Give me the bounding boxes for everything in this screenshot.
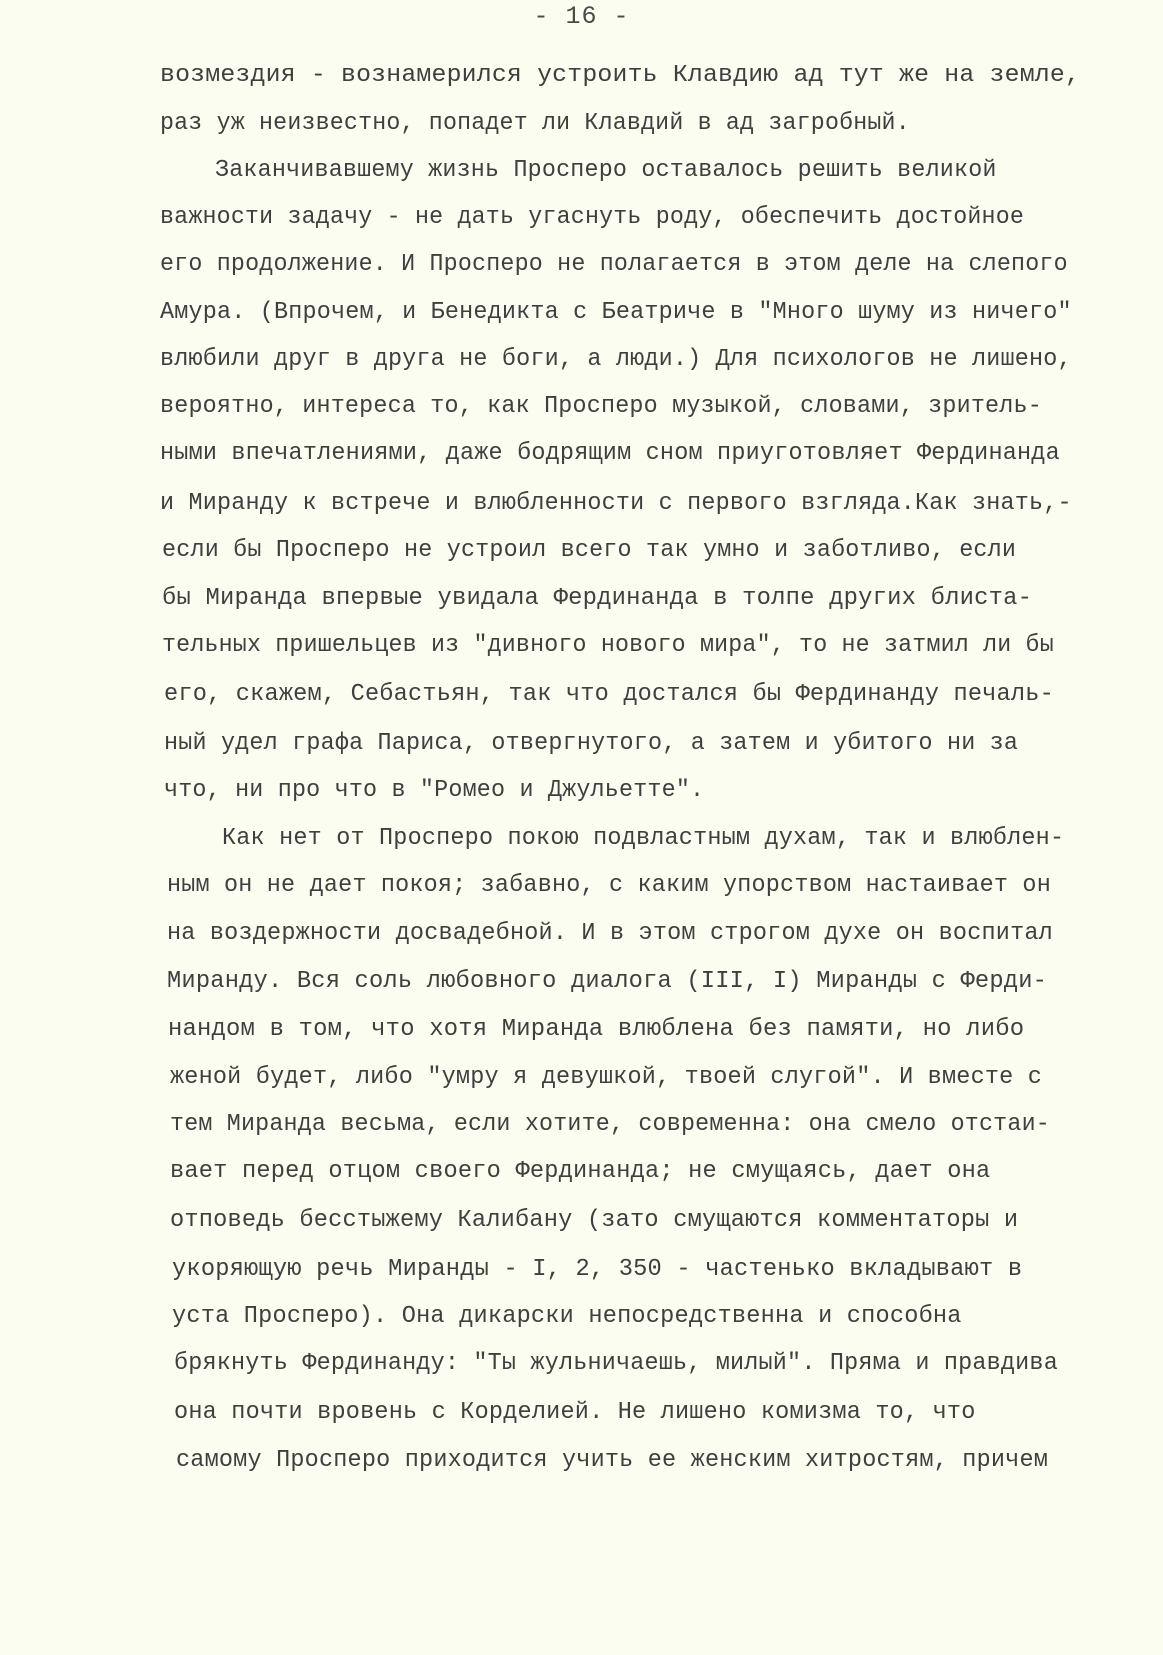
text-line: и Миранду к встрече и влюбленности с первого взгляда.Как знать,-: [160, 490, 1072, 517]
text-line: важности задачу - не дать угаснуть роду, обеспечить достойное: [160, 204, 1025, 231]
text-line: Амура. (Впрочем, и Бенедикта с Беатриче в "Много шуму из ничего": [160, 299, 1072, 326]
text-line: его продолжение. И Просперо не полагается в этом деле на слепого: [160, 251, 1068, 278]
text-line: бы Миранда впервые увидала Фердинанда в толпе других блиста-: [162, 585, 1033, 612]
text-line: Заканчивавшему жизнь Просперо оставалось решить великой: [215, 157, 997, 184]
text-line: раз уж неизвестно, попадет ли Клавдий в ад загробный.: [160, 110, 910, 137]
text-line: влюбили друг в друга не боги, а люди.) Для психологов не лишено,: [160, 346, 1072, 373]
text-line: тельных пришельцев из "дивного нового мира", то не затмил ли бы: [162, 632, 1054, 659]
text-line: вероятно, интереса то, как Просперо музыкой, словами, зритель-: [160, 393, 1042, 420]
text-line: женой будет, либо "умру я девушкой, твоей слугой". И вместе с: [170, 1064, 1043, 1091]
text-line: ным он не дает покоя; забавно, с каким упорством настаивает он: [167, 872, 1051, 899]
text-line: брякнуть Фердинанду: "Ты жульничаешь, милый". Пряма и правдива: [174, 1350, 1058, 1377]
text-line: она почти вровень с Корделией. Не лишено комизма то, что: [174, 1399, 976, 1426]
text-line: Миранду. Вся соль любовного диалога (III, I) Миранды с Ферди-: [167, 968, 1048, 995]
text-line: самому Просперо приходится учить ее женским хитростям, причем: [176, 1447, 1049, 1474]
text-line: его, скажем, Себастьян, так что достался бы Фердинанду печаль-: [164, 681, 1054, 708]
text-line: тем Миранда весьма, если хотите, современна: она смело отстаи-: [170, 1111, 1050, 1138]
text-line: нандом в том, что хотя Миранда влюблена без памяти, но либо: [168, 1016, 1025, 1043]
text-line: укоряющую речь Миранды - I, 2, 350 - частенько вкладывают в: [172, 1256, 1023, 1283]
text-line: вает перед отцом своего Фердинанда; не смущаясь, дает она: [170, 1158, 991, 1185]
text-line: на воздержности досвадебной. И в этом строгом духе он воспитал: [167, 920, 1053, 947]
text-line: ный удел графа Париса, отвергнутого, а затем и убитого ни за: [164, 730, 1019, 757]
text-line: уста Просперо). Она дикарски непосредственна и способна: [172, 1303, 962, 1330]
text-line: возмездия - вознамерился устроить Клавдию ад тут же на земле,: [160, 62, 1081, 89]
text-line: Как нет от Просперо покою подвластным духам, так и влюблен-: [222, 825, 1065, 852]
page-number: - 16 -: [533, 2, 630, 31]
text-line: что, ни про что в "Ромео и Джульетте".: [164, 777, 705, 804]
text-line: если бы Просперо не устроил всего так умно и заботливо, если: [162, 537, 1017, 564]
text-line: ными впечатлениями, даже бодрящим сном приуготовляет Фердинанда: [160, 440, 1060, 467]
text-line: отповедь бесстыжему Калибану (зато смущаются комментаторы и: [170, 1207, 1019, 1234]
